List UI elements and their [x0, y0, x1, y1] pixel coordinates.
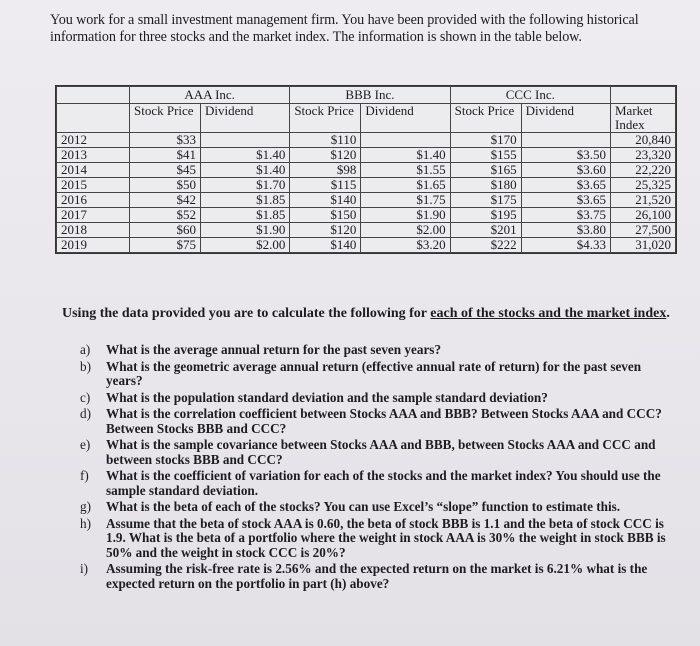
cell-bbb-dividend: $2.00: [361, 223, 450, 238]
cell-aaa-price: $45: [130, 163, 201, 178]
cell-market-index: 26,100: [611, 208, 676, 223]
cell-aaa-dividend: $1.85: [201, 193, 290, 208]
cell-bbb-price: $98: [290, 163, 361, 178]
cell-ccc-price: $195: [450, 208, 521, 223]
cell-bbb-price: $140: [290, 238, 361, 253]
question-text: What is the geometric average annual return (effective annual rate of return) for the past seven years?: [106, 358, 642, 388]
cell-market-index: 21,520: [611, 193, 676, 208]
question-text: What is the sample covariance between Stocks AAA and BBB, between Stocks AAA and CCC and between stocks BBB and CCC?: [106, 437, 656, 467]
question-item: [80, 469, 672, 498]
cell-bbb-price: $115: [290, 178, 361, 193]
cell-aaa-dividend: $1.85: [201, 208, 290, 223]
table-body: [57, 133, 676, 253]
cell-ccc-dividend: $4.33: [521, 238, 610, 253]
header-ccc-stock-price: Stock Price: [450, 104, 521, 133]
cell-bbb-dividend: [361, 133, 450, 148]
question-text: What is the coefficient of variation for each of the stocks and the market index? You should use the sample standard deviation.: [106, 468, 661, 498]
question-text: What is the average annual return for the past seven years?: [106, 342, 442, 357]
cell-aaa-dividend: $2.00: [201, 238, 290, 253]
intro-paragraph: [50, 12, 685, 46]
question-list: [80, 343, 672, 593]
question-marker: e): [80, 437, 91, 452]
cell-ccc-dividend: $3.65: [521, 193, 610, 208]
group-header-aaa: AAA Inc.: [130, 87, 290, 104]
cell-aaa-price: $41: [130, 148, 201, 163]
question-text: Assuming the risk-free rate is 2.56% and the expected return on the market is 6.21% what is the expected return on the portfolio in part (h) above?: [106, 561, 648, 591]
question-item: [80, 343, 672, 358]
question-item: [80, 360, 672, 389]
group-header-row: [57, 87, 676, 104]
cell-ccc-price: $180: [450, 178, 521, 193]
cell-year: 2013: [57, 148, 130, 163]
cell-year: 2017: [57, 208, 130, 223]
table-row: [57, 163, 676, 178]
cell-ccc-dividend: [521, 133, 610, 148]
question-marker: g): [80, 499, 91, 514]
cell-year: 2016: [57, 193, 130, 208]
cell-year: 2019: [57, 238, 130, 253]
question-marker: h): [80, 515, 91, 531]
cell-aaa-price: $50: [130, 178, 201, 193]
cell-bbb-dividend: $1.90: [361, 208, 450, 223]
cell-bbb-dividend: $1.55: [361, 163, 450, 178]
question-marker: i): [80, 561, 89, 576]
cell-market-index: 23,320: [611, 148, 676, 163]
table-row: [57, 148, 676, 163]
question-item: [80, 562, 672, 591]
sub-header-row: [57, 104, 676, 133]
cell-bbb-dividend: $1.65: [361, 178, 450, 193]
question-marker: d): [80, 406, 91, 421]
stock-data-table: [55, 85, 677, 254]
header-aaa-stock-price: Stock Price: [130, 104, 201, 133]
intro-text: You work for a small investment management firm. You have been provided with the following historical information for three stocks and the market index. The information is shown in the table below.: [50, 12, 639, 45]
cell-aaa-price: $52: [130, 208, 201, 223]
question-text: What is the population standard deviation and the sample standard deviation?: [106, 389, 548, 405]
question-text: What is the beta of each of the stocks? You can use Excel’s “slope” function to estimate this.: [106, 499, 621, 514]
cell-year: 2018: [57, 223, 130, 238]
cell-aaa-price: $75: [130, 238, 201, 253]
question-marker: b): [80, 358, 91, 374]
cell-bbb-price: $120: [290, 223, 361, 238]
cell-ccc-price: $201: [450, 223, 521, 238]
cell-bbb-dividend: $1.40: [361, 148, 450, 163]
cell-aaa-price: $33: [130, 133, 201, 148]
cell-bbb-dividend: $1.75: [361, 193, 450, 208]
task-text-after: .: [666, 306, 670, 321]
table-row: [57, 178, 676, 193]
cell-bbb-price: $110: [290, 133, 361, 148]
group-header-ccc: CCC Inc.: [450, 87, 610, 104]
data-table: [56, 86, 676, 253]
cell-ccc-price: $175: [450, 193, 521, 208]
cell-ccc-price: $170: [450, 133, 521, 148]
cell-ccc-price: $155: [450, 148, 521, 163]
cell-ccc-price: $222: [450, 238, 521, 253]
task-text-underlined: each of the stocks and the market index: [430, 306, 667, 321]
question-marker: c): [80, 389, 91, 405]
cell-ccc-dividend: $3.80: [521, 223, 610, 238]
cell-aaa-price: $60: [130, 223, 201, 238]
cell-aaa-price: $42: [130, 193, 201, 208]
header-market-index: Market Index: [611, 104, 676, 133]
cell-year: 2012: [57, 133, 130, 148]
cell-ccc-dividend: $3.75: [521, 208, 610, 223]
group-header-bbb: BBB Inc.: [290, 87, 450, 104]
cell-aaa-dividend: $1.40: [201, 148, 290, 163]
header-bbb-dividend: Dividend: [361, 104, 450, 133]
cell-ccc-dividend: $3.65: [521, 178, 610, 193]
table-row: [57, 238, 676, 253]
cell-market-index: 22,220: [611, 163, 676, 178]
cell-bbb-price: $140: [290, 193, 361, 208]
cell-bbb-price: $120: [290, 148, 361, 163]
question-item: [80, 407, 672, 436]
header-year: [57, 104, 130, 133]
header-year-blank: [57, 87, 130, 104]
question-text: What is the correlation coefficient between Stocks AAA and BBB? Between Stocks AAA and CCC? Between Stocks BBB and CCC?: [106, 406, 662, 436]
cell-market-index: 20,840: [611, 133, 676, 148]
question-item: [80, 438, 672, 467]
question-marker: a): [80, 342, 91, 357]
question-item: [80, 517, 672, 561]
task-text-before: Using the data provided you are to calculate the following for: [62, 306, 431, 321]
question-item: [80, 500, 672, 515]
table-row: [57, 223, 676, 238]
cell-aaa-dividend: $1.70: [201, 178, 290, 193]
header-bbb-stock-price: Stock Price: [290, 104, 361, 133]
cell-ccc-price: $165: [450, 163, 521, 178]
question-item: [80, 391, 672, 406]
cell-aaa-dividend: $1.90: [201, 223, 290, 238]
cell-market-index: 31,020: [611, 238, 676, 253]
task-instruction: [62, 305, 682, 322]
question-marker: f): [80, 468, 89, 483]
table-row: [57, 133, 676, 148]
cell-market-index: 27,500: [611, 223, 676, 238]
table-row: [57, 208, 676, 223]
header-ccc-dividend: Dividend: [521, 104, 610, 133]
header-market-blank: [611, 87, 676, 104]
cell-ccc-dividend: $3.60: [521, 163, 610, 178]
cell-aaa-dividend: [201, 133, 290, 148]
cell-aaa-dividend: $1.40: [201, 163, 290, 178]
cell-market-index: 25,325: [611, 178, 676, 193]
cell-bbb-price: $150: [290, 208, 361, 223]
cell-bbb-dividend: $3.20: [361, 238, 450, 253]
header-aaa-dividend: Dividend: [201, 104, 290, 133]
cell-year: 2014: [57, 163, 130, 178]
cell-year: 2015: [57, 178, 130, 193]
question-text: Assume that the beta of stock AAA is 0.60, the beta of stock BBB is 1.1 and the beta of stock CCC is 1.9. What is the beta of a portfolio where the weight in stock AAA is 30% the weight in stock BBB is 50% and the weight in stock CCC is 20%?: [106, 515, 666, 560]
table-row: [57, 193, 676, 208]
cell-ccc-dividend: $3.50: [521, 148, 610, 163]
